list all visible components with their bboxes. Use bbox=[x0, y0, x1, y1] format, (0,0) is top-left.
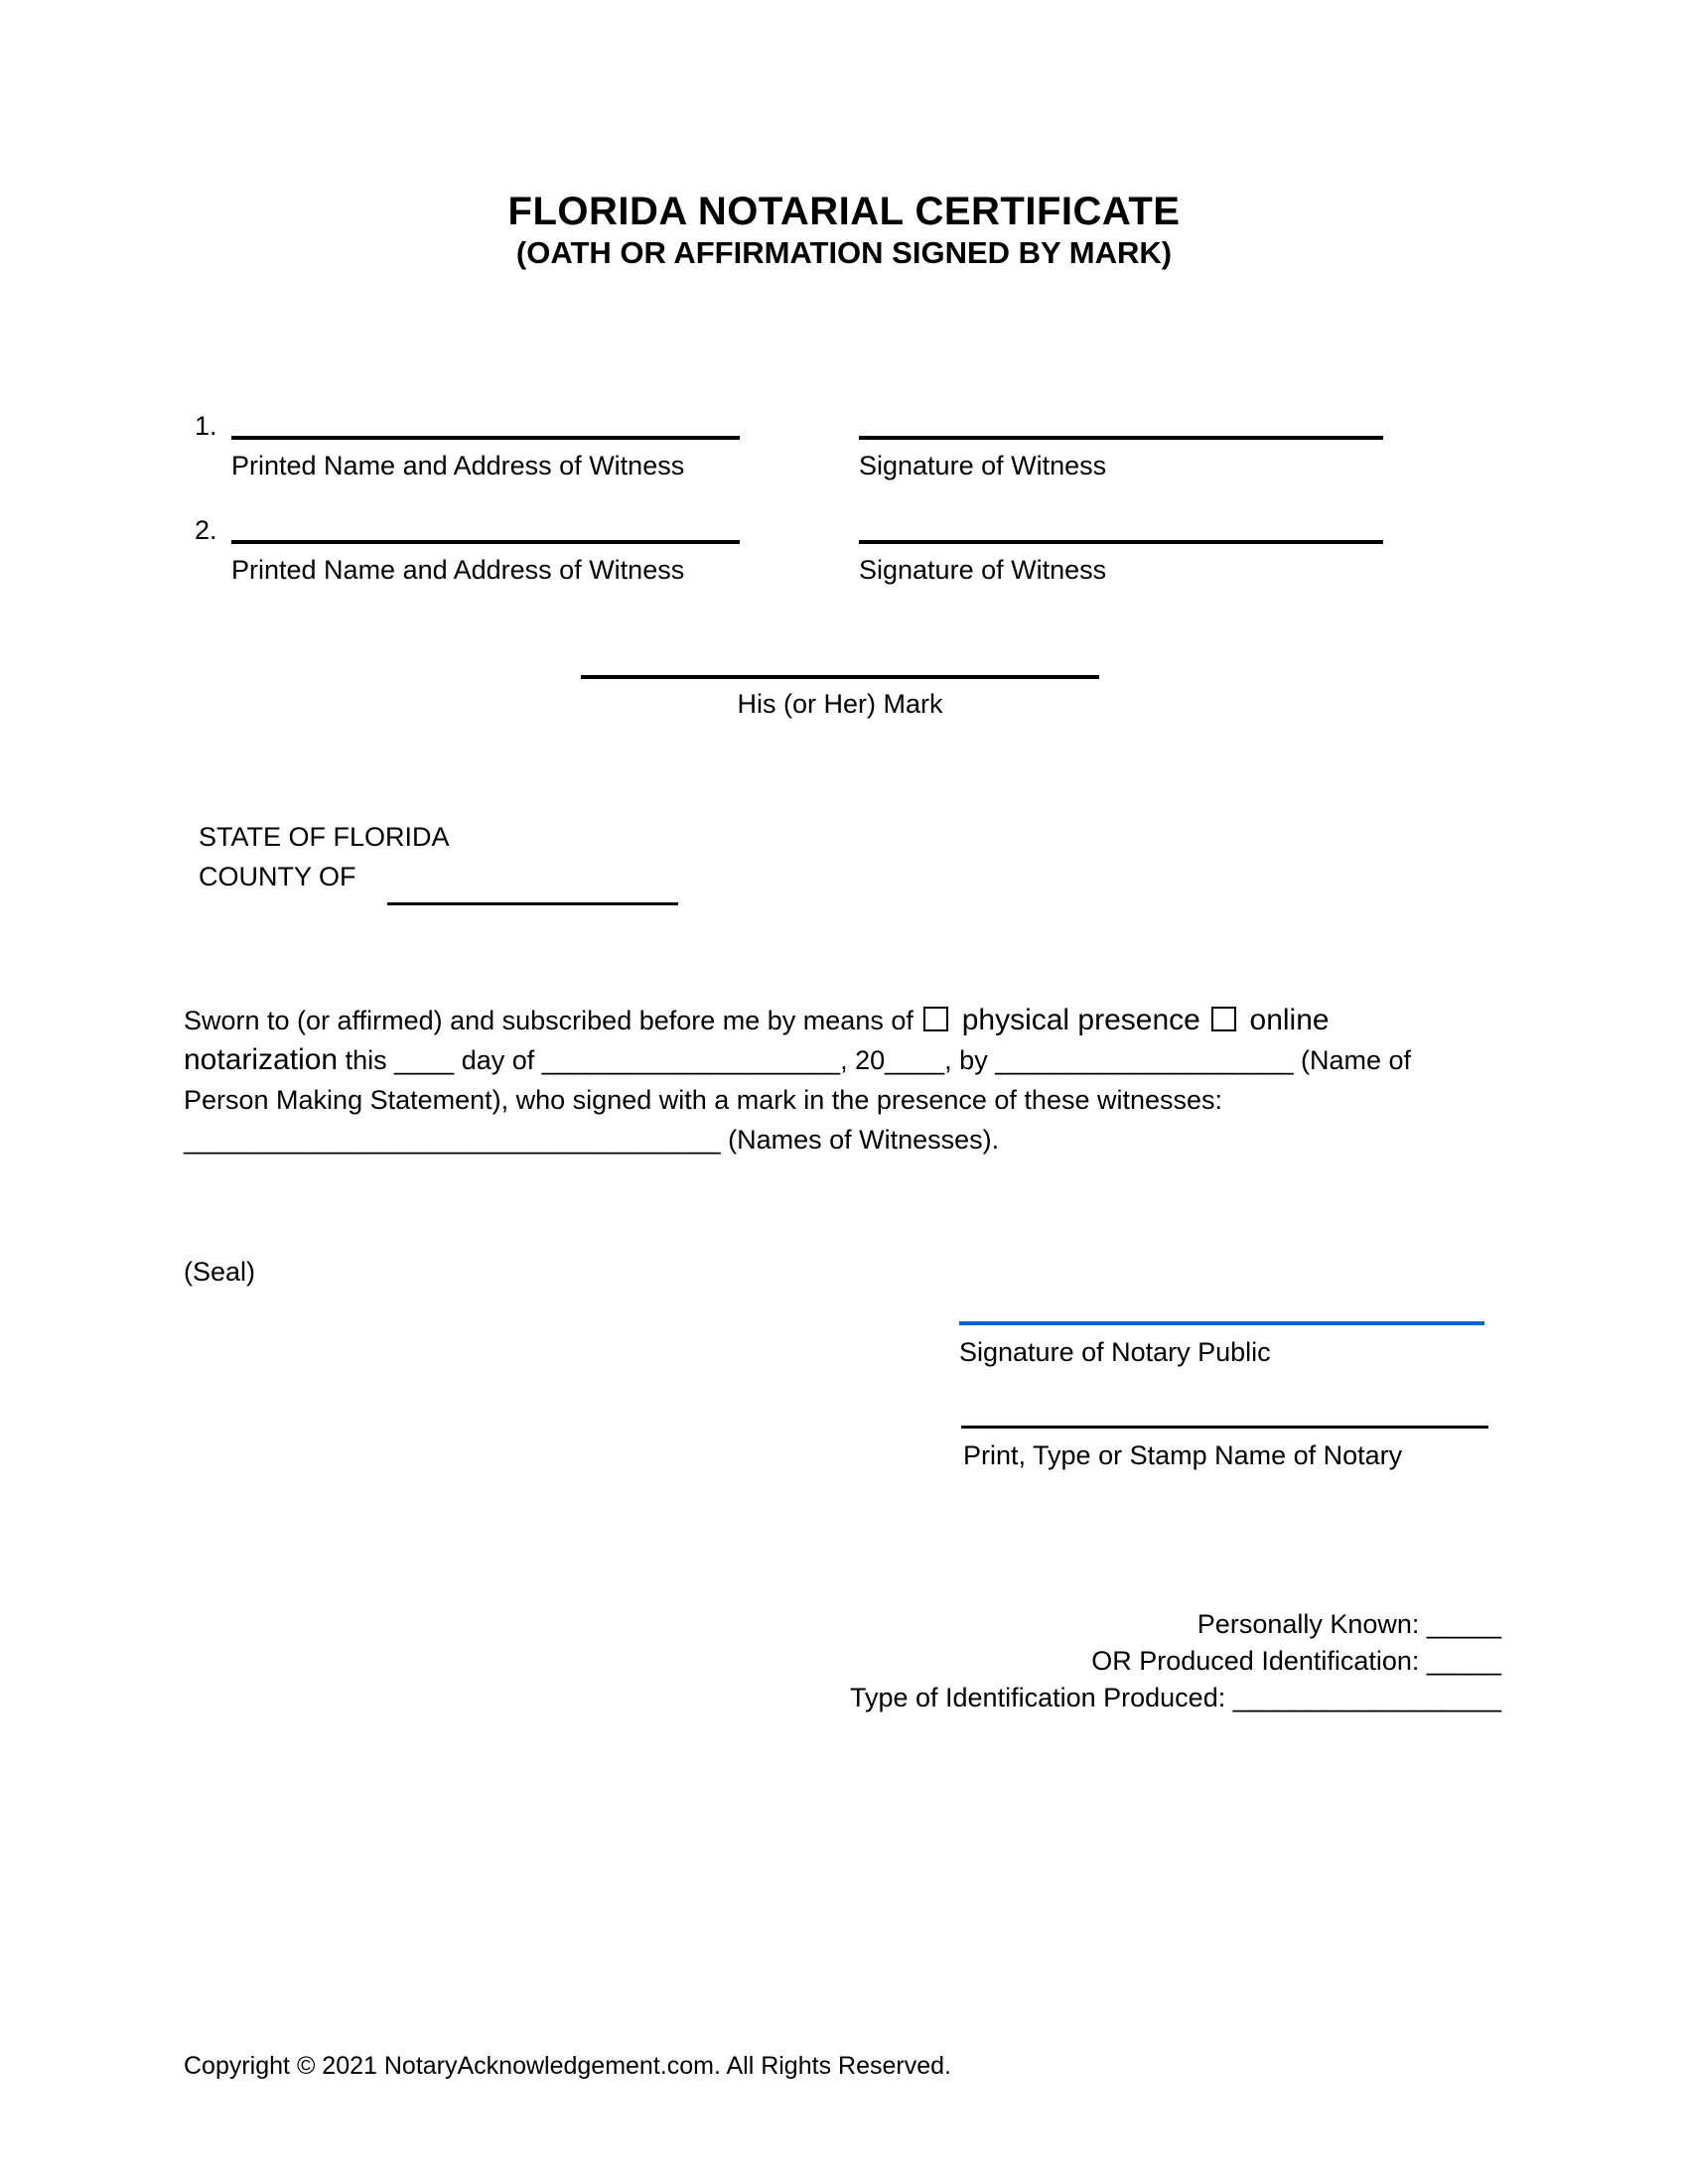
statement-text: this ____ day of ____________________, 20____, by ____________________ (Name of bbox=[338, 1045, 1412, 1075]
seal-label: (Seal) bbox=[184, 1257, 256, 1287]
notary-signature-line bbox=[959, 1321, 1484, 1325]
statement-line bbox=[184, 1040, 1554, 1080]
statement-text: Person Making Statement), who signed with a mark in the presence of these witnesses: bbox=[184, 1085, 1223, 1115]
witness-1-number: 1. bbox=[195, 411, 217, 441]
witness-1-signature-label: Signature of Witness bbox=[859, 451, 1107, 480]
empty-checkbox-icon bbox=[1211, 1007, 1236, 1031]
statement-text: physical presence bbox=[953, 1004, 1209, 1036]
empty-checkbox-icon bbox=[923, 1007, 948, 1031]
witness-2-name-line bbox=[231, 540, 740, 544]
witness-2-signature-line bbox=[859, 540, 1383, 544]
witness-1-signature-line bbox=[859, 436, 1383, 440]
statement-line bbox=[184, 1001, 1554, 1040]
witness-1-name-line bbox=[231, 436, 740, 440]
statement-line bbox=[184, 1120, 1554, 1160]
notary-signature-label: Signature of Notary Public bbox=[959, 1337, 1271, 1367]
type-of-identification-line: Type of Identification Produced: __________________ bbox=[849, 1683, 1501, 1712]
copyright-notice: Copyright © 2021 NotaryAcknowledgement.com. All Rights Reserved. bbox=[184, 2052, 951, 2080]
mark-line-label: His (or Her) Mark bbox=[737, 689, 943, 719]
statement-text: online bbox=[1241, 1004, 1330, 1036]
county-of-label: COUNTY OF bbox=[199, 862, 356, 891]
identification-block bbox=[695, 1606, 1501, 1716]
county-blank-line bbox=[387, 902, 678, 905]
statement-text: Sworn to (or affirmed) and subscribed before me by means of bbox=[184, 1006, 921, 1035]
notary-printed-name-label: Print, Type or Stamp Name of Notary bbox=[963, 1440, 1403, 1470]
page-title: FLORIDA NOTARIAL CERTIFICATE bbox=[507, 190, 1181, 233]
sworn-statement-paragraph bbox=[184, 1001, 1554, 1160]
produced-identification-line: OR Produced Identification: _____ bbox=[1091, 1646, 1501, 1676]
statement-text: notarization bbox=[184, 1043, 339, 1076]
page-subtitle: (OATH OR AFFIRMATION SIGNED BY MARK) bbox=[515, 235, 1173, 270]
statement-line bbox=[184, 1080, 1554, 1120]
witness-1-name-label: Printed Name and Address of Witness bbox=[231, 451, 685, 480]
witness-2-name-label: Printed Name and Address of Witness bbox=[231, 555, 685, 585]
statement-text: ____________________________________ (Names of Witnesses). bbox=[184, 1125, 1000, 1155]
witness-2-signature-label: Signature of Witness bbox=[859, 555, 1107, 585]
state-of-florida-label: STATE OF FLORIDA bbox=[199, 822, 450, 852]
mark-line bbox=[581, 675, 1099, 679]
personally-known-line: Personally Known: _____ bbox=[1196, 1609, 1501, 1639]
witness-2-number: 2. bbox=[195, 515, 217, 545]
notary-printed-name-line bbox=[961, 1426, 1488, 1429]
